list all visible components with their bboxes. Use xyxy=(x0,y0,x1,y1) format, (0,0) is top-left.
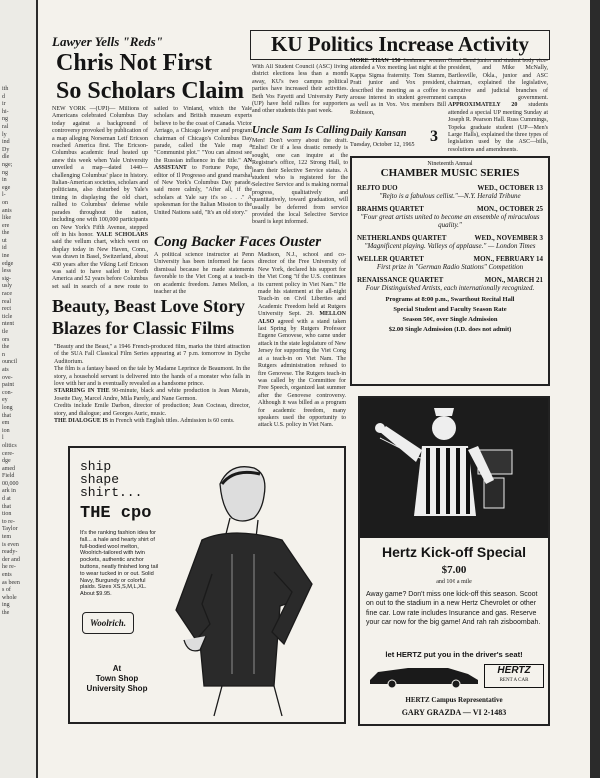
strip-line: on xyxy=(2,199,8,206)
cpo-at: At xyxy=(112,664,122,673)
referee-illustration xyxy=(360,398,548,538)
cpo-slogan xyxy=(80,460,142,499)
film-p2: The film is a fantasy based on the tale by Madame Leprince de Beaumont. In the story, a household servant is delivered into the hands of a monster who falls in love with her and is eventually revealed as a handsome prince. xyxy=(54,366,250,388)
strip-line: he re- xyxy=(2,564,16,571)
strip-line: that xyxy=(2,412,11,419)
strip-line: d xyxy=(2,93,5,100)
film-p4: Credits include Emile Darbon, director of production; Jean Cocteau, director, story, and dialogue; and Georges Auric, music. xyxy=(54,403,250,417)
chamber-concert-date: MON., OCTOBER 25 xyxy=(477,205,543,213)
strip-line: em xyxy=(2,420,10,427)
hertz-ad xyxy=(358,396,550,726)
adjacent-page-strip xyxy=(0,0,36,778)
cong-text-2: Madison, N.J., school and co-director of the Free University of New York, declared his support for the Viet Cong "if the U.S. continues its current policy in Viet Nam." He made his statement at the all-night Teach-in on Civil Liberties and Academic Freedom held at Rutgers University Sept. 29. xyxy=(258,252,346,318)
strip-line: Field xyxy=(2,473,15,480)
strip-line: the xyxy=(2,609,10,616)
strip-line: Dy xyxy=(2,146,10,153)
chamber-kicker: Nineteenth Annual xyxy=(427,161,473,167)
strip-line: ind xyxy=(2,139,10,146)
strip-line: rect xyxy=(2,306,11,313)
cpo-brand: THE cpo xyxy=(80,504,152,523)
columbus-col1 xyxy=(52,106,148,288)
strip-line: ng xyxy=(2,169,8,176)
strip-line: ents xyxy=(2,572,12,578)
strip-line: ine xyxy=(2,253,10,260)
cpo-slogan-3: shirt... xyxy=(80,485,143,500)
strip-line: cere- xyxy=(2,450,14,457)
columbus-text-2: sailed to Vinland, which the Yale scholars and British museum experts believe to be the coast of Canada. Victor Arriago, a Chicago lawyer and program chairman of Chicago's Columbus Day parade, called the Yale map a "Communist plot." "You can almost see the Russian influence in the title." xyxy=(154,106,252,164)
strip-line: Taylor xyxy=(2,526,18,533)
chamber-concert-quote: First prize in "German Radio Stations" Competition xyxy=(376,263,524,271)
chamber-concert-row xyxy=(357,184,543,192)
film-p1: "Beauty and the Beast," a 1946 French-produced film, marks the third attraction of the SUA Fall Classical Film Series appearing at 7 p.m. tomorrow in Dyche Auditorium. xyxy=(54,344,250,365)
chamber-concert-name: WELLER QUARTET xyxy=(357,255,424,263)
strip-line: dle xyxy=(2,154,10,161)
strip-line: olitics xyxy=(2,442,17,449)
strip-line: to re- xyxy=(2,518,15,525)
film-body xyxy=(54,344,250,440)
strip-line: tion xyxy=(2,511,12,518)
chamber-concert-row xyxy=(357,234,543,242)
strip-line: ng xyxy=(2,116,8,123)
woolrich-logo: Woolrich. xyxy=(82,612,134,634)
hertz-body: Away game? Don't miss one kick-off this season. Scoot on out to the stadium in a new Hertz Chevrolet or other fine car. Low rate includes Insurance and gas. Reserve your car now for the big game! And rah rah zisboombah. xyxy=(366,591,541,627)
strip-line: 00,000 xyxy=(2,480,19,487)
strip-line: less xyxy=(2,268,11,275)
strip-line: n xyxy=(2,351,5,358)
strip-line: the xyxy=(2,344,10,351)
strip-line: edge xyxy=(2,260,14,267)
film-p3 xyxy=(54,388,250,403)
ku-headline-box xyxy=(250,30,550,60)
strip-line: id xyxy=(2,245,7,252)
strip-line: ats xyxy=(2,366,9,373)
film-p5-text: in French with English titles. Admission is 60 cents. xyxy=(109,418,235,425)
man-in-shirt-illustration xyxy=(162,454,342,718)
strip-line: sig- xyxy=(2,275,11,282)
strip-line: nge; xyxy=(2,161,13,168)
hertz-price-sub: and 10¢ a mile xyxy=(436,579,472,585)
cong-col2 xyxy=(258,252,346,432)
strip-line: ere xyxy=(2,222,10,229)
hertz-logo-box xyxy=(484,664,544,688)
film-p5 xyxy=(54,418,250,425)
strip-line: whole xyxy=(2,594,17,601)
masthead-date: Tuesday, October 12, 1965 xyxy=(350,142,415,148)
cpo-slogan-2: shape xyxy=(80,472,120,487)
chamber-footer-3: Season 50¢, over Single Admission xyxy=(402,316,498,323)
columbus-lead-2: AN ASSISTANT xyxy=(154,157,252,172)
strip-line: usly xyxy=(2,283,13,290)
hertz-title: Hertz Kick-off Special xyxy=(382,544,526,560)
strip-line: ntent xyxy=(2,321,14,328)
chamber-concert-quote: "Four great artists united to become an ensemble of miraculous quality." xyxy=(360,213,540,229)
draft-body: Men! Don't worry about the draft. Enlist! Or if a less drastic remedy is sought, one can inquire at the Registrar's office, 122 Strong Hall, to learn their Selective Service status. A student who is registered for the Selective Service and is making normal progress, qualitatively and quantitatively, toward graduation, will usually be deferred from service provided the local Selective Service board is kept informed. xyxy=(252,138,348,226)
strip-line: in xyxy=(2,177,7,184)
strip-line: ey xyxy=(2,397,8,404)
cpo-store-1: Town Shop xyxy=(95,674,139,683)
cong-text-2b: agreed with a stand taken last Spring by Rutgers Professor Eugene Genovese, who came under attack in the state legislature of New Jersey for supporting the Viet Cong at a teach-in on Viet Nam. The Rutgers administration refused to fire Genovese. The Rutgers teach-in was called by the Committee for Free Speech, organized last summer after the Genovese controversy. Although it was billed as a program for academic freedom, many speakers used the opportunity to attack U.S. policy in Viet Nam. xyxy=(258,318,346,429)
strip-line: l- xyxy=(2,192,6,199)
strip-line: ral xyxy=(2,123,9,130)
strip-line: con- xyxy=(2,389,13,396)
ku-text-3b: students attended a special UP meeting Sunday at Joseph R. Pearson Hall. Russ Cummings, Topeka graduate student (UP—Men's Large Halls), explained the three types of legislation used by the ASC—bills, resolutions and amendments. xyxy=(448,102,548,153)
strip-line: is even xyxy=(2,541,19,548)
strip-line: ir xyxy=(2,101,6,108)
strip-line: tle xyxy=(2,329,8,335)
strip-line: as been xyxy=(2,579,20,586)
cong-lead-2: MELLON ALSO xyxy=(258,311,346,325)
masthead-page: 3 xyxy=(430,128,438,145)
strip-line: ith xyxy=(2,86,9,92)
chamber-footer-1: Programs at 8:00 p.m., Swarthout Recital Hall xyxy=(385,296,515,303)
cpo-ad xyxy=(68,446,346,724)
columbus-col2 xyxy=(154,106,252,232)
film-p3-lead: STARRING IN THE xyxy=(54,388,110,395)
strip-line: d at xyxy=(2,496,11,503)
chamber-concert-quote: Four Distinguished Artists, each internationally recognized. xyxy=(365,284,535,292)
cong-headline: Cong Backer Faces Ouster xyxy=(154,234,322,250)
chamber-concert-name: NETHERLANDS QUARTET xyxy=(357,234,447,242)
cong-col1: A political science instructor at Penn University has been informed he faces dismissal because he made statements favorable to the Viet Cong at a teach-in on academic freedom. James Mellon, a teacher at the xyxy=(154,252,254,296)
hertz-tagline: let HERTZ put you in the driver's seat! xyxy=(385,650,523,659)
hertz-logo: HERTZ xyxy=(497,665,531,676)
chamber-concert-quote: "Magnificent playing. Valleys of applause." — London Times xyxy=(364,242,536,250)
strip-line: ors xyxy=(2,336,10,343)
strip-line: ut xyxy=(2,237,7,244)
hertz-illustration-panel xyxy=(360,398,548,538)
ku-text-3: Great Bend junior and student body vice-president, and Mike McNally, Bartlesville, Okla., junior and ASC chairman, explained the legislative, executive and judicial branches of campus government. xyxy=(448,58,548,102)
car-icon xyxy=(368,664,480,688)
hertz-logo-sub: RENT A CAR xyxy=(499,678,529,683)
strip-line: paint xyxy=(2,382,14,389)
strip-line: ove- xyxy=(2,374,13,381)
strip-line: that xyxy=(2,503,11,510)
ku-lead-2: MORE THAN 150 xyxy=(350,58,401,64)
cpo-slogan-1: ship xyxy=(80,459,112,474)
columbus-headline-2: So Scholars Claim xyxy=(56,78,245,104)
chamber-concert-row xyxy=(357,276,543,284)
strip-line: like xyxy=(2,215,11,222)
draft-headline: Uncle Sam Is Calling xyxy=(252,124,350,136)
chamber-concert-date: MON., MARCH 21 xyxy=(484,276,543,284)
film-headline-2: Blazes for Classic Films xyxy=(52,318,235,338)
columbus-text-1b: said the vellum chart, which went on display today in New Haven, Conn., was drawn in Basel, Switzerland, about 430 years after the Viking Leif Ericson was said to have sailed to North America and 52 years before Columbus set sail in search of a new route to xyxy=(52,239,148,288)
strip-line: ready- xyxy=(2,549,18,556)
strip-line: hi- xyxy=(2,108,9,115)
ku-lead-3: APPROXIMATELY 20 xyxy=(448,102,518,109)
strip-line: der and xyxy=(2,556,20,563)
chamber-concert-row xyxy=(357,255,543,263)
ku-col1: With All Student Council (ASC) living district elections less than a month away, KU's two campus political parties have increased their activities. Beth Vos Fayetti and University Party (UP) have held rallies for supporters and other students this past week. xyxy=(252,64,348,115)
chamber-title: CHAMBER MUSIC SERIES xyxy=(380,167,520,179)
masthead-name: Daily Kansan xyxy=(350,128,407,139)
strip-line: s of xyxy=(2,587,11,594)
chamber-concert-name: REJTO DUO xyxy=(357,184,398,192)
cpo-store-2: University Shop xyxy=(86,684,148,693)
strip-line: ion xyxy=(2,427,10,434)
strip-line: ly xyxy=(2,131,7,138)
hertz-rep: HERTZ Campus Representative xyxy=(405,696,503,704)
newspaper-page xyxy=(38,0,590,778)
chamber-concert-name: RENAISSANCE QUARTET xyxy=(357,276,444,284)
strip-line: long xyxy=(2,404,13,411)
strip-line: the xyxy=(2,230,10,237)
strip-line: ticle xyxy=(2,313,13,320)
ku-text-2: freshmen women attended a Vox meeting last night at the Kappa Sigma fraternity. Tom Stamm, Pratt junior and Vox president, described the meeting as a coffee to arouse interest in student government as well as in Vox. Vox members Bill Robinson, xyxy=(350,58,446,116)
strip-line: amed xyxy=(2,465,15,472)
strip-line: ege xyxy=(2,184,11,191)
strip-line: ing xyxy=(2,602,10,609)
chamber-footer-4: $2.00 Single Admission (I.D. does not admit) xyxy=(388,326,512,333)
columbus-text-2b: to Fortune Pope, the editor of Il Progresso and grand marshal of New York's Columbus Day parade, said more calmly, "After all, if the scholars at Yale say it's so . . ." A spokesman for the Italian Mission to the United Nations said, "It's an old story." xyxy=(154,165,252,216)
chamber-footer-2: Special Student and Faculty Season Rate xyxy=(393,306,507,313)
strip-line: race xyxy=(2,291,12,298)
hertz-price: $7.00 xyxy=(441,564,467,576)
strip-line: anis xyxy=(2,207,12,214)
strip-line: dge xyxy=(2,458,11,465)
film-headline-1: Beauty, Beast Love Story xyxy=(52,296,245,316)
strip-line: ark in xyxy=(2,488,16,495)
chamber-ad xyxy=(350,156,550,386)
chamber-concert-date: WED., OCTOBER 13 xyxy=(477,184,543,192)
columbus-lead-1: YALE SCHOLARS xyxy=(96,231,148,238)
chamber-concert-date: WED., NOVEMBER 3 xyxy=(474,234,543,242)
strip-line: tem xyxy=(2,534,11,541)
ku-headline: KU Politics Increase Activity xyxy=(271,32,529,56)
cpo-description: It's the ranking fashion idea for fall... a hale and hearty shirt of full-bodied wool melton, Woolrich-tailored with twin pockets, authentic anchor buttons, neatly finished long tail to wear tucked in or out. Solid Navy, Burgundy or colorful plaids. Sizes XS,S,M,L,XL. About $9.95. xyxy=(80,530,159,598)
chamber-concert-date: MON., FEBRUARY 14 xyxy=(473,255,543,263)
columbus-text-1: NEW YORK —(UPI)— Millions of Americans celebrated Columbus Day today against a background of controversy provoked by publication of a map alleging Norseman Leif Ericson reached America first. The Ericson-Columbus academic feud heated up anew this week when Yale University unveiled a map—dated 1440—challenging Columbus' place in history. Italian-American societies, scholars and politicians, also disturbed by Yale's timing in displaying the old chart, rallied to Columbus' defense while parades throughout the nation, including one with 100,000 participants on New York's Fifth Avenue, stepped off in his honor. xyxy=(52,106,148,238)
strip-line: real xyxy=(2,298,11,305)
chamber-concert-row xyxy=(357,205,543,213)
strip-line: l xyxy=(2,435,4,442)
chamber-concert-list xyxy=(357,184,543,292)
strip-line: ouncil xyxy=(2,359,17,366)
hertz-contact: GARY GRAZDA — VI 2-1483 xyxy=(401,708,507,717)
film-p5-lead: THE DIALOGUE IS xyxy=(54,418,109,425)
film-p3-text: 90-minute, black and white production is Jean Marais, Josette Day, Marcel Andre, Mila Parely, and Nane Germon. xyxy=(54,388,250,402)
chamber-concert-quote: "Rejto is a fabulous cellist."—N.Y. Herald Tribune xyxy=(379,192,521,200)
chamber-concert-name: BRAHMS QUARTET xyxy=(357,205,424,213)
ku-col3 xyxy=(448,58,548,156)
columbus-kicker: Lawyer Yells "Reds" xyxy=(52,34,163,49)
columbus-headline-1: Chris Not First xyxy=(56,50,212,76)
